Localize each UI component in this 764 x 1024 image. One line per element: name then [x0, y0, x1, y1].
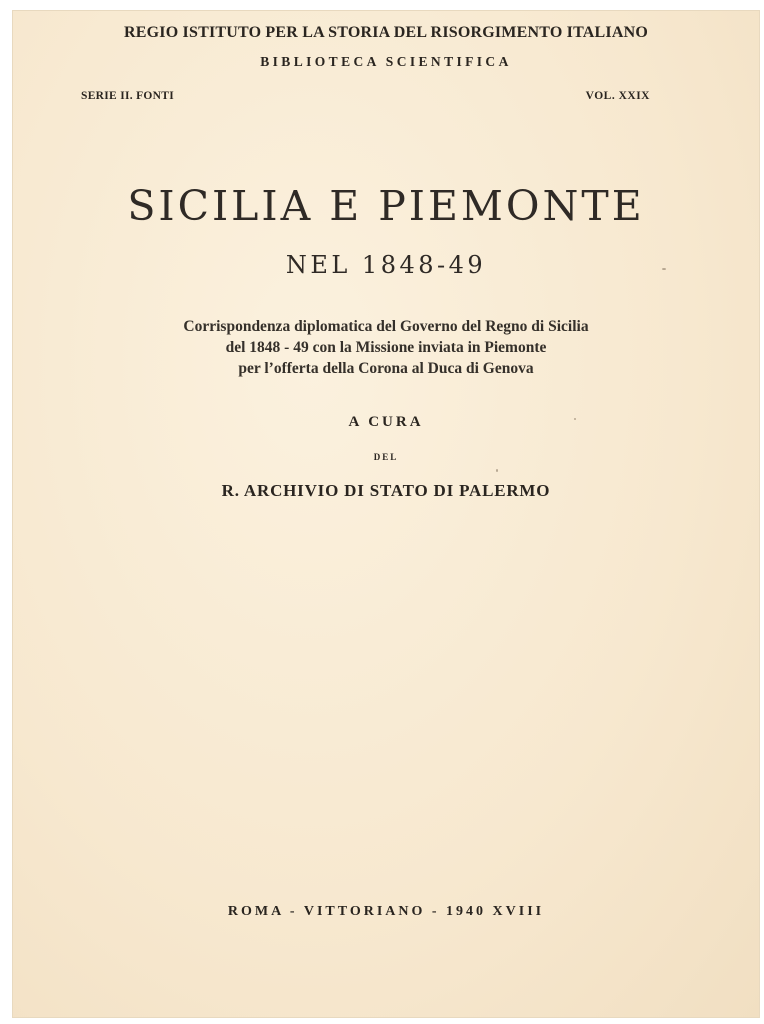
paper-speck — [574, 418, 576, 420]
description-line: per l’offerta della Corona al Duca di Genova — [238, 360, 534, 377]
description-line: Corrispondenza diplomatica del Governo del Regno di Sicilia — [183, 318, 589, 335]
editor-del: DEL — [373, 452, 399, 462]
series-label: SERIE II. FONTI — [81, 90, 175, 102]
title-page — [12, 10, 760, 1018]
imprint-line: ROMA - VITTORIANO - 1940 XVIII — [227, 904, 545, 919]
library-heading: BIBLIOTECA SCIENTIFICA — [260, 54, 512, 69]
institute-heading: REGIO ISTITUTO PER LA STORIA DEL RISORGIMENTO ITALIANO — [124, 24, 648, 41]
paper-speck — [496, 469, 498, 472]
book-description — [12, 316, 760, 379]
description-line: del 1848 - 49 con la Missione inviata in Piemonte — [225, 339, 547, 356]
editor-a-cura: A CURA — [348, 414, 424, 430]
editor-archive: R. ARCHIVIO DI STATO DI PALERMO — [221, 481, 551, 500]
volume-label: VOL. XXIX — [585, 90, 650, 102]
paper-speck — [662, 268, 666, 270]
book-subtitle: NEL 1848-49 — [285, 251, 487, 279]
book-title: SICILIA E PIEMONTE — [127, 182, 645, 230]
